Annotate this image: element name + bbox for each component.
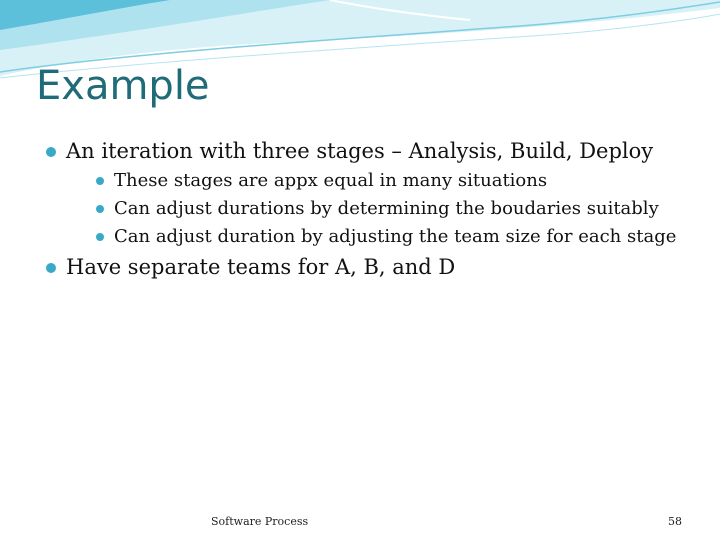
bullet-icon bbox=[96, 205, 104, 213]
bullet-list bbox=[46, 138, 686, 287]
page-number: 58 bbox=[668, 515, 682, 528]
bullet-icon bbox=[96, 177, 104, 185]
slide-title: Example bbox=[36, 63, 210, 109]
bullet-text: An iteration with three stages – Analysis, Build, Deploy bbox=[66, 139, 654, 163]
footer-label: Software Process bbox=[211, 515, 309, 528]
bullet-item bbox=[46, 138, 686, 248]
sub-bullet-text: These stages are appx equal in many situations bbox=[114, 170, 548, 191]
bullet-icon bbox=[46, 147, 56, 157]
sub-bullet-text: Can adjust durations by determining the boudaries suitably bbox=[114, 198, 659, 219]
sub-bullet-item bbox=[94, 197, 686, 220]
bullet-icon bbox=[96, 233, 104, 241]
bullet-icon bbox=[46, 263, 56, 273]
sub-bullet-item bbox=[94, 169, 686, 192]
bullet-text: Have separate teams for A, B, and D bbox=[66, 255, 456, 279]
sub-bullet-item bbox=[94, 225, 686, 248]
sub-bullet-list bbox=[94, 169, 686, 248]
bullet-item bbox=[46, 254, 686, 281]
sub-bullet-text: Can adjust duration by adjusting the team size for each stage bbox=[114, 226, 677, 247]
